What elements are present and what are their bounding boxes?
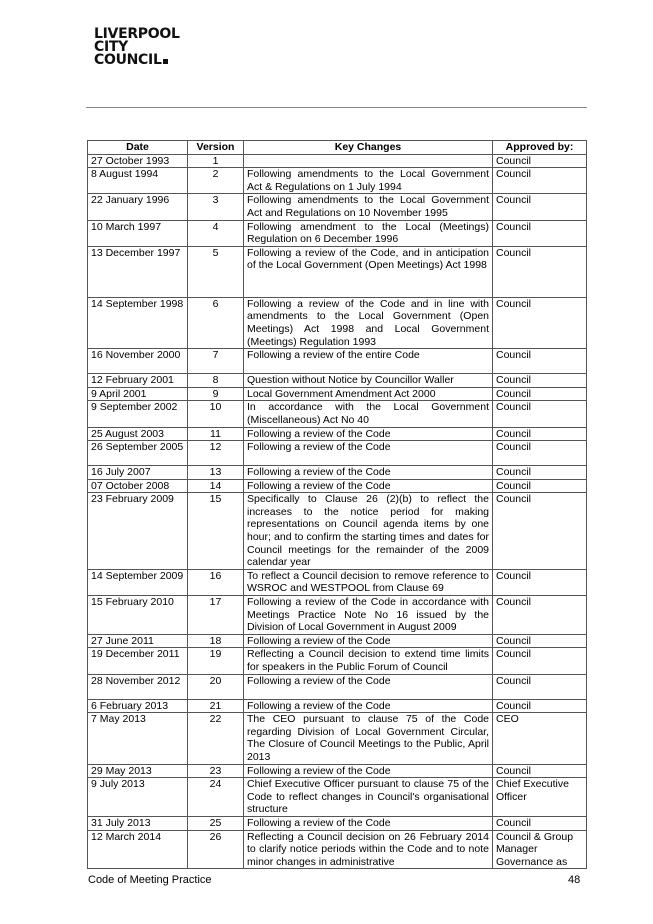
row-date: 14 September 2009 [88, 569, 188, 595]
table-row [88, 387, 587, 401]
row-version: 18 [188, 634, 244, 648]
row-approved-by: Council [493, 427, 587, 441]
row-version: 9 [188, 387, 244, 401]
row-date: 9 September 2002 [88, 401, 188, 427]
row-key-changes: To reflect a Council decision to remove reference to WSROC and WESTPOOL from Clause 69 [244, 569, 493, 595]
row-key-changes: Local Government Amendment Act 2000 [244, 387, 493, 401]
row-approved-by: Council [493, 349, 587, 374]
row-version: 19 [188, 648, 244, 674]
row-key-changes: Reflecting a Council decision on 26 February 2014 to clarify notice periods within the Code and to note minor changes in administrative [244, 830, 493, 869]
row-key-changes: Following a review of the Code [244, 699, 493, 713]
table-row [88, 569, 587, 595]
row-version: 23 [188, 764, 244, 778]
table-row [88, 778, 587, 817]
row-date: 7 May 2013 [88, 713, 188, 764]
row-date: 9 April 2001 [88, 387, 188, 401]
row-approved-by: Council [493, 466, 587, 480]
table-row [88, 674, 587, 699]
table-row [88, 713, 587, 764]
row-key-changes: Following amendment to the Local (Meetings) Regulation on 6 December 1996 [244, 220, 493, 246]
row-date: 16 July 2007 [88, 466, 188, 480]
row-version: 2 [188, 168, 244, 194]
row-approved-by: Council [493, 220, 587, 246]
row-date: 31 July 2013 [88, 816, 188, 830]
row-approved-by: Council [493, 596, 587, 635]
header-key-changes: Key Changes [244, 141, 493, 155]
row-date: 26 September 2005 [88, 441, 188, 466]
row-date: 25 August 2003 [88, 427, 188, 441]
row-approved-by: Council [493, 401, 587, 427]
logo-line-2: CITY [94, 39, 128, 55]
logo-line-3: COUNCIL [94, 52, 162, 68]
logo-line-1: LIVERPOOL [94, 26, 180, 42]
row-approved-by: Council [493, 816, 587, 830]
row-date: 28 November 2012 [88, 674, 188, 699]
row-date: 23 February 2009 [88, 493, 188, 570]
row-date: 6 February 2013 [88, 699, 188, 713]
row-approved-by: Council & Group Manager Governance as [493, 830, 587, 869]
row-key-changes: Chief Executive Officer pursuant to clause 75 of the Code to reflect changes in Council's organisational structure [244, 778, 493, 817]
row-approved-by: Council [493, 493, 587, 570]
table-row [88, 194, 587, 220]
table-row [88, 374, 587, 388]
row-version: 11 [188, 427, 244, 441]
table-row [88, 168, 587, 194]
row-date: 16 November 2000 [88, 349, 188, 374]
row-version: 16 [188, 569, 244, 595]
row-date: 15 February 2010 [88, 596, 188, 635]
row-version: 4 [188, 220, 244, 246]
row-approved-by: Council [493, 297, 587, 348]
row-key-changes: Following a review of the Code [244, 764, 493, 778]
table-row [88, 596, 587, 635]
row-key-changes: Following a review of the Code [244, 479, 493, 493]
row-date: 19 December 2011 [88, 648, 188, 674]
row-approved-by: Council [493, 168, 587, 194]
row-version: 17 [188, 596, 244, 635]
row-key-changes: Specifically to Clause 26 (2)(b) to reflect the increases to the notice period for making representations on Council agenda items by one hour; and to confirm the starting times and dates for Council meetings for the remainder of the 2009 calendar year [244, 493, 493, 570]
table-row [88, 441, 587, 466]
row-approved-by: Council [493, 374, 587, 388]
table-body [88, 154, 587, 869]
row-version: 25 [188, 816, 244, 830]
row-key-changes: Following a review of the Code in accordance with Meetings Practice Note No 16 issued by the Division of Local Government in August 2009 [244, 596, 493, 635]
row-date: 12 March 2014 [88, 830, 188, 869]
row-approved-by: Council [493, 154, 587, 168]
row-approved-by: Council [493, 699, 587, 713]
table-row [88, 466, 587, 480]
row-approved-by: Council [493, 674, 587, 699]
table-header-row [88, 141, 587, 155]
row-approved-by: Council [493, 648, 587, 674]
table-row [88, 634, 587, 648]
row-date: 13 December 1997 [88, 246, 188, 297]
row-version: 24 [188, 778, 244, 817]
table-row [88, 220, 587, 246]
row-version: 20 [188, 674, 244, 699]
row-date: 22 January 1996 [88, 194, 188, 220]
header-version: Version [188, 141, 244, 155]
row-date: 9 July 2013 [88, 778, 188, 817]
row-approved-by: CEO [493, 713, 587, 764]
row-date: 12 February 2001 [88, 374, 188, 388]
row-approved-by: Council [493, 194, 587, 220]
table-row [88, 154, 587, 168]
row-version: 15 [188, 493, 244, 570]
row-key-changes: Following amendments to the Local Government Act & Regulations on 1 July 1994 [244, 168, 493, 194]
row-key-changes: Following amendments to the Local Government Act and Regulations on 10 November 1995 [244, 194, 493, 220]
row-date: 07 October 2008 [88, 479, 188, 493]
header-approved-by: Approved by: [493, 141, 587, 155]
row-version: 7 [188, 349, 244, 374]
row-version: 3 [188, 194, 244, 220]
row-key-changes: Following a review of the Code, and in anticipation of the Local Government (Open Meetings) Act 1998 [244, 246, 493, 297]
council-logo [94, 28, 180, 67]
row-version: 21 [188, 699, 244, 713]
row-version: 10 [188, 401, 244, 427]
row-date: 8 August 1994 [88, 168, 188, 194]
row-approved-by: Council [493, 764, 587, 778]
row-approved-by: Council [493, 387, 587, 401]
row-key-changes: Following a review of the Code [244, 674, 493, 699]
row-approved-by: Council [493, 479, 587, 493]
row-key-changes: Reflecting a Council decision to extend time limits for speakers in the Public Forum of Council [244, 648, 493, 674]
header-divider [86, 107, 587, 108]
row-key-changes: In accordance with the Local Government (Miscellaneous) Act No 40 [244, 401, 493, 427]
table-row [88, 349, 587, 374]
row-version: 26 [188, 830, 244, 869]
table-row [88, 699, 587, 713]
footer-page-number: 48 [568, 874, 581, 886]
row-version: 1 [188, 154, 244, 168]
row-version: 6 [188, 297, 244, 348]
row-key-changes [244, 154, 493, 168]
row-version: 12 [188, 441, 244, 466]
row-date: 14 September 1998 [88, 297, 188, 348]
row-date: 10 March 1997 [88, 220, 188, 246]
table-row [88, 297, 587, 348]
row-key-changes: Following a review of the Code [244, 466, 493, 480]
row-version: 22 [188, 713, 244, 764]
table-row [88, 246, 587, 297]
footer-document-title: Code of Meeting Practice [88, 874, 212, 886]
table-row [88, 816, 587, 830]
version-history-table [87, 140, 587, 869]
row-key-changes: Following a review of the Code and in line with amendments to the Local Government (Open Meetings) Act 1998 and Local Government (Meetings) Regulation 1993 [244, 297, 493, 348]
row-approved-by: Chief Executive Officer [493, 778, 587, 817]
table-row [88, 401, 587, 427]
row-version: 14 [188, 479, 244, 493]
row-date: 27 October 1993 [88, 154, 188, 168]
table-row [88, 493, 587, 570]
row-key-changes: Question without Notice by Councillor Waller [244, 374, 493, 388]
header-date: Date [88, 141, 188, 155]
row-key-changes: Following a review of the Code [244, 441, 493, 466]
table-row [88, 648, 587, 674]
row-key-changes: The CEO pursuant to clause 75 of the Code regarding Division of Local Government Circular, The Closure of Council Meetings to the Public, April 2013 [244, 713, 493, 764]
table-row [88, 764, 587, 778]
table-row [88, 479, 587, 493]
row-version: 5 [188, 246, 244, 297]
row-approved-by: Council [493, 569, 587, 595]
row-date: 29 May 2013 [88, 764, 188, 778]
row-approved-by: Council [493, 246, 587, 297]
row-approved-by: Council [493, 441, 587, 466]
row-key-changes: Following a review of the Code [244, 634, 493, 648]
table-row [88, 427, 587, 441]
row-version: 8 [188, 374, 244, 388]
row-version: 13 [188, 466, 244, 480]
row-date: 27 June 2011 [88, 634, 188, 648]
logo-dot-icon [163, 59, 168, 64]
table-row [88, 830, 587, 869]
row-key-changes: Following a review of the entire Code [244, 349, 493, 374]
row-approved-by: Council [493, 634, 587, 648]
row-key-changes: Following a review of the Code [244, 816, 493, 830]
row-key-changes: Following a review of the Code [244, 427, 493, 441]
